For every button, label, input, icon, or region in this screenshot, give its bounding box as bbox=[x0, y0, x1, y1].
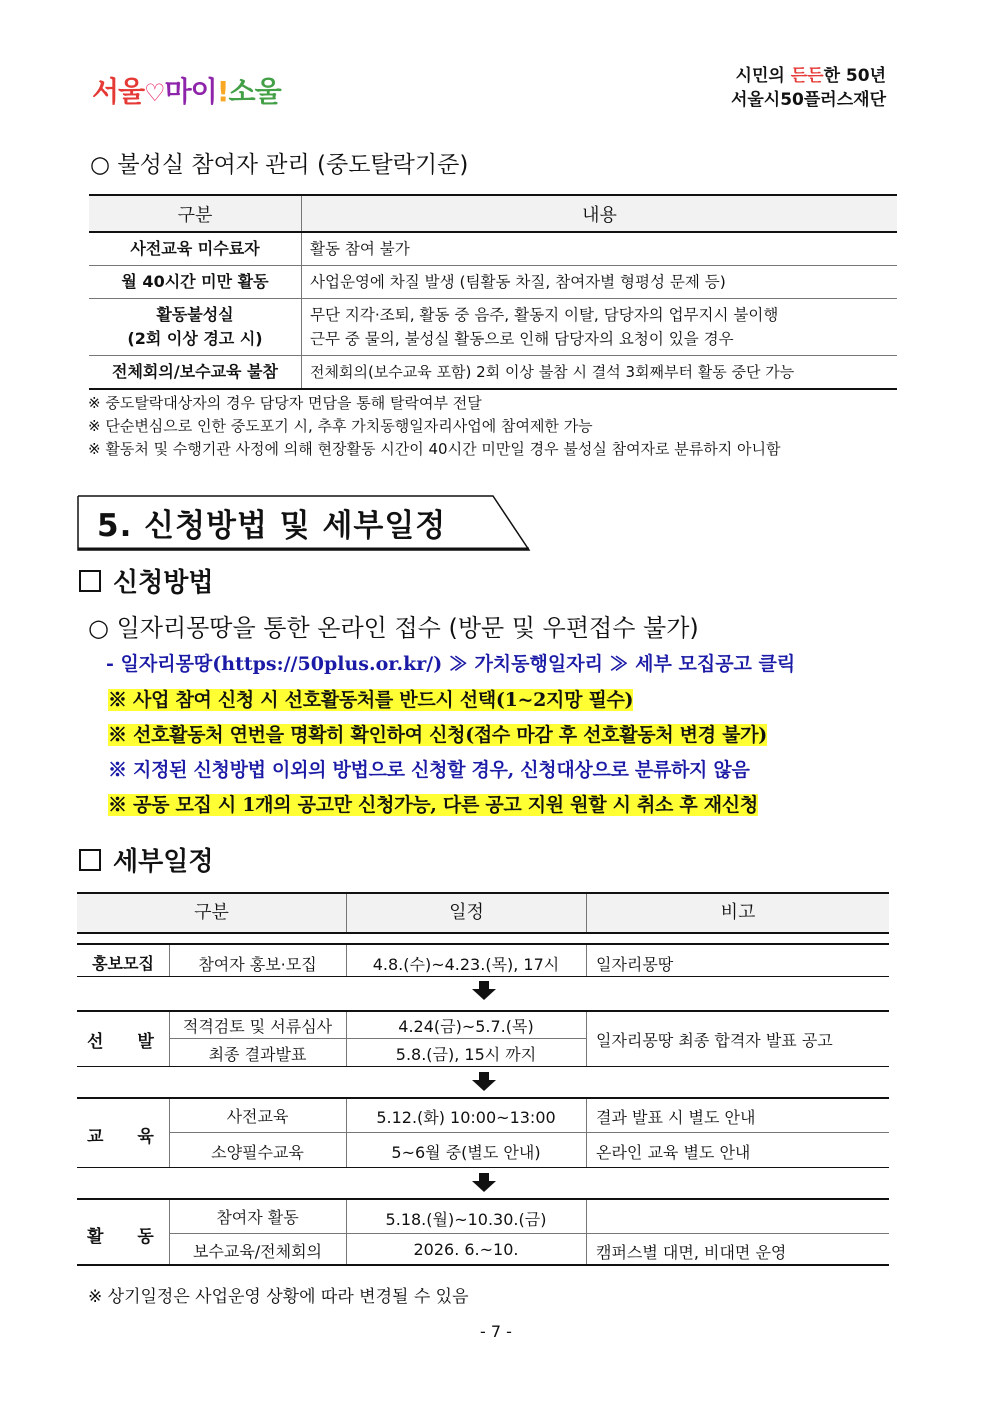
logo-part-2: 마이 bbox=[164, 75, 217, 108]
edu-item-2: 소양필수교육 bbox=[211, 1143, 304, 1162]
activity-item-2: 보수교육/전체회의 bbox=[192, 1242, 323, 1261]
apply-heading bbox=[79, 562, 213, 599]
promo-note: 일자리몽땅 bbox=[596, 955, 674, 974]
divider bbox=[77, 1167, 889, 1168]
edu-note-1: 결과 발표 시 별도 안내 bbox=[596, 1108, 756, 1127]
activity-item-1: 참여자 활동 bbox=[216, 1208, 299, 1227]
org-line1-accent: 든든 bbox=[790, 66, 824, 86]
divider bbox=[169, 1233, 889, 1234]
apply-note-3 bbox=[108, 755, 750, 782]
row-label: 전체회의/보수교육 불참 bbox=[89, 356, 302, 390]
row-label: 월 40시간 미만 활동 bbox=[89, 266, 302, 299]
select-item-2: 최종 결과발표 bbox=[208, 1045, 307, 1064]
dropout-col-category: 구분 bbox=[89, 195, 302, 232]
row-content-line2: 근무 중 물의, 불성실 활동으로 인해 담당자의 요청이 있을 경우 bbox=[310, 330, 734, 348]
apply-note-4-text: ※ 공동 모집 시 1개의 공고만 신청가능, 다른 공고 지원 원할 시 취소 후 재신청 bbox=[108, 794, 758, 816]
apply-heading-text: 신청방법 bbox=[113, 568, 214, 598]
divider bbox=[77, 943, 889, 945]
apply-sub: ○ 일자리몽땅을 통한 온라인 접수 (방문 및 우편접수 불가) bbox=[88, 614, 699, 642]
schedule-col-date: 일정 bbox=[347, 894, 587, 932]
row-content: 활동 참여 불가 bbox=[302, 232, 898, 266]
schedule-header bbox=[77, 892, 889, 934]
table-row bbox=[89, 232, 897, 266]
divider bbox=[77, 1066, 889, 1067]
activity-date-1: 5.18.(월)~10.30.(금) bbox=[385, 1210, 547, 1229]
logo-part-3: ! bbox=[216, 75, 229, 108]
divider bbox=[77, 1264, 889, 1266]
edu-date-1: 5.12.(화) 10:00~13:00 bbox=[376, 1108, 556, 1127]
row-label-line2: (2회 이상 경고 시) bbox=[127, 329, 263, 348]
row-content bbox=[302, 299, 898, 356]
select-note: 일자리몽땅 최종 합격자 발표 공고 bbox=[596, 1031, 833, 1050]
dropout-col-content: 내용 bbox=[302, 195, 898, 232]
dropout-heading: ○ 불성실 참여자 관리 (중도탈락기준) bbox=[90, 152, 469, 178]
table-row bbox=[89, 299, 897, 356]
promo-group: 홍보모집 bbox=[92, 954, 154, 973]
divider bbox=[77, 1010, 889, 1012]
divider bbox=[586, 945, 587, 976]
divider bbox=[586, 1200, 587, 1264]
heart-icon: ♡ bbox=[144, 79, 165, 107]
dropout-notes bbox=[88, 392, 781, 461]
note-item: ※ 중도탈락대상자의 경우 담당자 면담을 통해 탈락여부 전달 bbox=[88, 394, 482, 412]
row-content-line1: 무단 지각·조퇴, 활동 중 음주, 활동지 이탈, 담당자의 업무지시 불이행 bbox=[310, 306, 779, 324]
schedule-heading-text: 세부일정 bbox=[113, 847, 214, 877]
promo-item: 참여자 홍보·모집 bbox=[198, 955, 317, 974]
org-line1-pre: 시민의 bbox=[735, 66, 791, 86]
page-number: - 7 - bbox=[480, 1322, 512, 1341]
dropout-table bbox=[89, 194, 897, 390]
promo-date: 4.8.(수)~4.23.(목), 17시 bbox=[372, 955, 560, 974]
org-line1-post: 한 50년 bbox=[823, 66, 886, 86]
checkbox-square-icon bbox=[79, 849, 101, 871]
schedule-col-note: 비고 bbox=[720, 902, 756, 923]
divider bbox=[586, 1099, 587, 1167]
schedule-table bbox=[77, 892, 889, 1272]
select-date-1: 4.24(금)~5.7.(목) bbox=[398, 1017, 534, 1036]
divider bbox=[169, 1132, 889, 1133]
apply-note-2 bbox=[108, 720, 767, 747]
apply-note-2-text: ※ 선호활동처 연번을 명확히 확인하여 신청(접수 마감 후 선호활동처 변경 불가) bbox=[108, 724, 767, 746]
divider bbox=[169, 1038, 586, 1039]
table-row bbox=[89, 266, 897, 299]
select-date-2: 5.8.(금), 15시 까지 bbox=[395, 1045, 537, 1064]
schedule-heading bbox=[79, 841, 213, 878]
activity-date-2: 2026. 6.~10. bbox=[413, 1240, 519, 1259]
section-title: 5. 신청방법 및 세부일정 bbox=[97, 508, 447, 544]
schedule-col-category: 구분 bbox=[77, 894, 347, 932]
row-content: 사업운영에 차질 발생 (팀활동 차질, 참여자별 형평성 문제 등) bbox=[302, 266, 898, 299]
org-line2: 서울시50플러스재단 bbox=[730, 90, 886, 110]
divider bbox=[77, 976, 889, 977]
apply-link[interactable]: - 일자리몽땅(https://50plus.or.kr/) ≫ 가치동행일자리 ≫ 세부 모집공고 클릭 bbox=[106, 653, 796, 675]
edu-note-2: 온라인 교육 별도 안내 bbox=[596, 1143, 751, 1162]
apply-note-1 bbox=[108, 685, 633, 712]
divider bbox=[77, 1097, 889, 1099]
schedule-footnote: ※ 상기일정은 사업운영 상황에 따라 변경될 수 있음 bbox=[88, 1287, 469, 1307]
apply-note-1-text: ※ 사업 참여 신청 시 선호활동처를 반드시 선택(1~2지망 필수) bbox=[108, 689, 634, 711]
logo-part-1: 서울 bbox=[92, 75, 145, 108]
organization-name bbox=[731, 64, 886, 112]
note-item: ※ 단순변심으로 인한 중도포기 시, 추후 가치동행일자리사업에 참여제한 가능 bbox=[88, 417, 593, 435]
activity-note-2: 캠퍼스별 대면, 비대면 운영 bbox=[596, 1243, 787, 1262]
note-item: ※ 활동처 및 수행기관 사정에 의해 현장활동 시간이 40시간 미만일 경우 불성실 참여자로 분류하지 아니함 bbox=[88, 440, 781, 458]
divider bbox=[586, 1012, 587, 1066]
divider bbox=[77, 1198, 889, 1200]
row-label-line1: 활동불성실 bbox=[156, 305, 234, 324]
edu-group: 교 육 bbox=[87, 1127, 154, 1147]
edu-item-1: 사전교육 bbox=[226, 1107, 289, 1126]
activity-group: 활 동 bbox=[87, 1227, 154, 1247]
table-row bbox=[89, 356, 897, 390]
apply-note-3-text: ※ 지정된 신청방법 이외의 방법으로 신청할 경우, 신청대상으로 분류하지 않음 bbox=[108, 759, 750, 781]
row-label: 사전교육 미수료자 bbox=[89, 232, 302, 266]
select-group: 선 발 bbox=[87, 1032, 154, 1052]
checkbox-square-icon bbox=[79, 570, 101, 592]
row-label bbox=[89, 299, 302, 356]
apply-note-4 bbox=[108, 790, 758, 817]
logo bbox=[92, 70, 281, 110]
logo-part-4: 소울 bbox=[228, 75, 281, 108]
edu-date-2: 5~6월 중(별도 안내) bbox=[391, 1143, 541, 1162]
row-content: 전체회의(보수교육 포함) 2회 이상 불참 시 결석 3회째부터 활동 중단 가능 bbox=[302, 356, 898, 390]
select-item-1: 적격검토 및 서류심사 bbox=[182, 1017, 333, 1036]
